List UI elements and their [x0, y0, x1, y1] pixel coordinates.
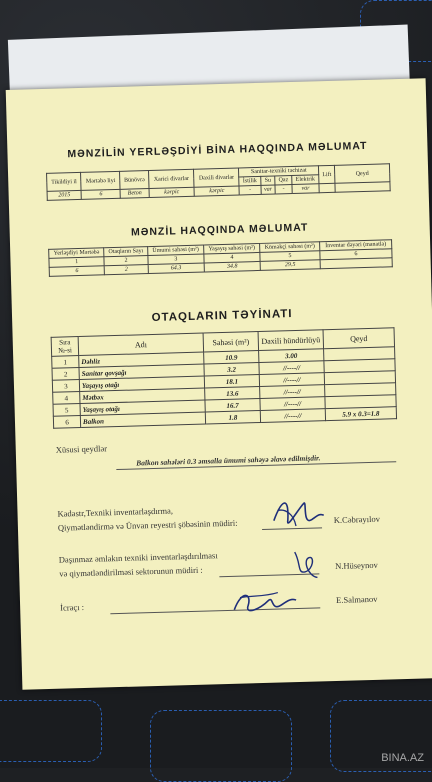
signature-role: və qiymətləndirilməsi sektorunun müdiri : — [59, 564, 203, 579]
apartment-table — [48, 239, 393, 277]
column-number: 1 — [49, 257, 105, 268]
signature-role: İcraçı : — [60, 601, 85, 613]
table-cell: 6 — [49, 266, 105, 277]
table-cell: var — [261, 185, 276, 194]
header-cell: Ümumi sahəsi (m²) — [147, 245, 203, 256]
table-cell: 34.8 — [204, 261, 260, 272]
room-height: //----// — [259, 361, 324, 375]
table-cell: 2 — [105, 265, 149, 275]
column-number: 4 — [204, 252, 260, 263]
header-cell: Sanitar-texniki təchizat — [239, 166, 319, 177]
header-cell: Qeyd — [334, 164, 389, 184]
signature-mark — [229, 578, 300, 620]
watermark: BINA.AZ — [381, 752, 424, 764]
room-height: //----// — [260, 409, 325, 423]
section1-title: MƏNZİLİN YERLƏŞDİYİ BİNA HAQQINDA MƏLUMAT — [67, 139, 368, 161]
table-cell: var — [292, 184, 320, 194]
table-cell — [335, 182, 390, 193]
room-name: Mətbəx — [80, 388, 205, 403]
header-cell: Xarici divarlar — [149, 169, 195, 188]
signature-role: Qiymətləndirmə və Ünvan reyestri şöbəsinin müdiri: — [57, 517, 238, 533]
header-cell: Daxili divarlar — [194, 168, 240, 187]
room-height: //----// — [260, 397, 325, 411]
header-cell: Sıra №-si — [51, 337, 79, 357]
room-name: Dəhliz — [79, 352, 204, 367]
room-area: 1.8 — [205, 410, 260, 424]
seat-stitching — [0, 700, 102, 762]
header-cell: Adı — [78, 333, 203, 355]
header-cell: Mərtəbə liyi — [81, 171, 120, 190]
table-cell — [320, 258, 392, 269]
room-area: 3.2 — [204, 363, 259, 377]
header-cell: Su — [260, 176, 275, 185]
building-table — [46, 163, 391, 201]
row-number: 6 — [53, 416, 80, 429]
room-name: Yaşayış otağı — [80, 400, 205, 415]
room-name: Sanitar qovşağı — [79, 364, 204, 379]
header-cell: İstilik — [239, 176, 261, 186]
header-cell: Yaşayış sahəsi (m²) — [204, 243, 260, 254]
table-cell: kərpic — [149, 187, 194, 197]
signature-mark — [267, 489, 328, 535]
row-number: 2 — [52, 368, 79, 381]
table-cell: kərpic — [194, 186, 239, 196]
signature-name: N.Hüseynov — [334, 559, 378, 571]
row-number: 1 — [52, 356, 79, 369]
room-area: 18.1 — [204, 375, 259, 389]
header-cell: Lift — [319, 165, 335, 183]
header-cell: Köməkçi sahəsi (m²) — [260, 242, 320, 253]
table-cell — [319, 183, 335, 192]
seat-stitching — [150, 710, 292, 782]
header-cell: Tikildiyi il — [47, 172, 82, 191]
table-cell: 2015 — [47, 190, 82, 200]
room-height: 3.00 — [259, 349, 324, 363]
column-number: 3 — [148, 254, 204, 265]
signature-role: Daşınmaz əmlakın texniki inventarlaşdırılması — [58, 550, 218, 565]
column-number: 2 — [104, 256, 148, 266]
room-area: 16.7 — [205, 399, 260, 413]
notes-label: Xüsusi qeydlər — [55, 443, 108, 455]
header-cell: İnventar dəyəri (manatla) — [320, 240, 392, 251]
table-cell: 29.5 — [260, 260, 320, 271]
row-number: 5 — [53, 404, 80, 417]
room-name: Balkon — [80, 412, 205, 427]
signature-name: K.Cəbrayılov — [333, 513, 381, 525]
rooms-table — [51, 327, 397, 429]
room-height: //----// — [259, 373, 324, 387]
room-name: Yaşayış otağı — [79, 376, 204, 391]
header-cell: Qaz — [275, 176, 292, 185]
header-cell: Yerləşdiyi Mərtəbə — [49, 248, 105, 259]
header-cell: Daxili hündürlüyü — [258, 330, 324, 351]
notes-text: Balkon sahələri 0.3 əmsalla ümumi sahəyə əlavə edilmişdir. — [136, 453, 321, 468]
header-cell: Sahəsi (m²) — [203, 332, 259, 353]
signature-name: E.Salmanov — [335, 593, 378, 605]
section3-title: OTAQLARIN TƏYİNATI — [151, 308, 293, 324]
signature-role: Kadastr,Texniki inventarlaşdırma, — [57, 505, 174, 519]
room-area: 10.9 — [204, 351, 259, 365]
table-cell: - — [275, 185, 292, 194]
table-cell: 6 — [81, 189, 120, 199]
table-cell: 64.3 — [148, 263, 204, 274]
table-cell: - — [239, 185, 261, 195]
room-area: 13.6 — [205, 387, 260, 401]
section2-title: MƏNZİL HAQQINDA MƏLUMAT — [130, 221, 309, 239]
column-number: 5 — [260, 251, 320, 262]
row-number: 4 — [53, 392, 80, 405]
table-cell: Beton — [120, 189, 149, 199]
header-cell: Otaqların Sayı — [104, 247, 148, 257]
header-cell: Elektrik — [292, 175, 320, 185]
room-note: 5.9 x 0.3=1.8 — [325, 407, 396, 421]
header-cell: Bünövrə — [120, 171, 149, 190]
column-number: 6 — [320, 249, 392, 260]
row-number: 3 — [52, 380, 79, 393]
header-cell: Qeyd — [323, 328, 395, 349]
room-height: //----// — [260, 385, 325, 399]
document-page — [6, 78, 432, 689]
